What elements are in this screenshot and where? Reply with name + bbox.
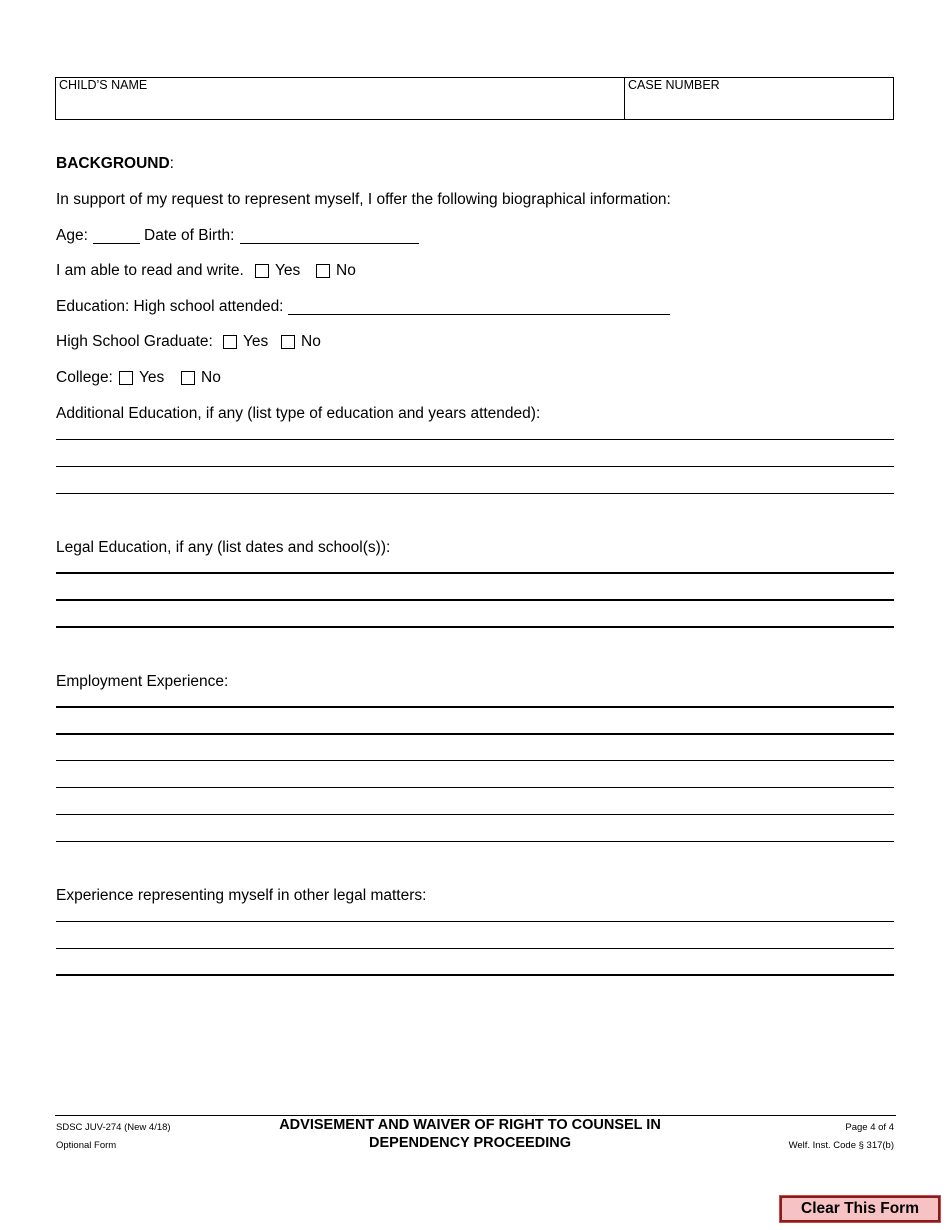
form-id: SDSC JUV-274 (New 4/18) [56, 1122, 171, 1133]
hs-graduate-no-label: No [301, 333, 321, 350]
page-number: Page 4 of 4 [845, 1122, 894, 1133]
employment-line-3[interactable] [56, 760, 894, 761]
childs-name-label: CHILD’S NAME [59, 78, 148, 92]
hs-graduate-label: High School Graduate: [56, 333, 213, 350]
college-no-checkbox[interactable] [181, 371, 195, 385]
legal-education-line-3[interactable] [56, 626, 894, 628]
legal-education-label: Legal Education, if any (list dates and school(s)): [56, 539, 391, 556]
additional-education-line-2[interactable] [56, 466, 894, 467]
employment-line-6[interactable] [56, 841, 894, 842]
background-heading: BACKGROUND: [56, 155, 174, 172]
age-field[interactable] [93, 243, 140, 244]
high-school-field[interactable] [288, 314, 670, 315]
college-yes-label: Yes [139, 369, 165, 386]
hs-graduate-no-checkbox[interactable] [281, 335, 295, 349]
college-no-label: No [201, 369, 221, 386]
childs-name-field[interactable] [58, 94, 620, 118]
read-write-yes-label: Yes [275, 262, 301, 279]
employment-line-5[interactable] [56, 814, 894, 815]
employment-line-4[interactable] [56, 787, 894, 788]
age-label: Age: [56, 227, 88, 244]
read-write-yes-checkbox[interactable] [255, 264, 269, 278]
case-number-field[interactable] [628, 94, 890, 118]
additional-education-line-1[interactable] [56, 439, 894, 440]
intro-text: In support of my request to represent myself, I offer the following biographical information: [56, 191, 671, 208]
statute-code: Welf. Inst. Code § 317(b) [788, 1140, 894, 1151]
read-write-label: I am able to read and write. [56, 262, 244, 279]
legal-experience-line-1[interactable] [56, 921, 894, 922]
read-write-no-checkbox[interactable] [316, 264, 330, 278]
college-yes-checkbox[interactable] [119, 371, 133, 385]
additional-education-line-3[interactable] [56, 493, 894, 494]
clear-form-button[interactable]: Clear This Form [780, 1196, 940, 1222]
dob-label: Date of Birth: [144, 227, 235, 244]
header-divider [624, 77, 625, 120]
employment-label: Employment Experience: [56, 673, 229, 690]
form-title-line-2: DEPENDENCY PROCEEDING [369, 1135, 571, 1151]
additional-education-label: Additional Education, if any (list type of education and years attended): [56, 405, 541, 422]
legal-experience-line-3[interactable] [56, 974, 894, 976]
optional-form-label: Optional Form [56, 1140, 117, 1151]
dob-field[interactable] [240, 243, 419, 244]
form-title-line-1: ADVISEMENT AND WAIVER OF RIGHT TO COUNSEL IN [279, 1117, 661, 1133]
education-label: Education: High school attended: [56, 298, 284, 315]
legal-education-line-1[interactable] [56, 572, 894, 574]
employment-line-2[interactable] [56, 733, 894, 735]
case-number-label: CASE NUMBER [628, 78, 720, 92]
hs-graduate-yes-checkbox[interactable] [223, 335, 237, 349]
legal-experience-line-2[interactable] [56, 948, 894, 949]
legal-experience-label: Experience representing myself in other legal matters: [56, 887, 427, 904]
college-label: College: [56, 369, 113, 386]
employment-line-1[interactable] [56, 706, 894, 708]
hs-graduate-yes-label: Yes [243, 333, 269, 350]
legal-education-line-2[interactable] [56, 599, 894, 601]
read-write-no-label: No [336, 262, 356, 279]
